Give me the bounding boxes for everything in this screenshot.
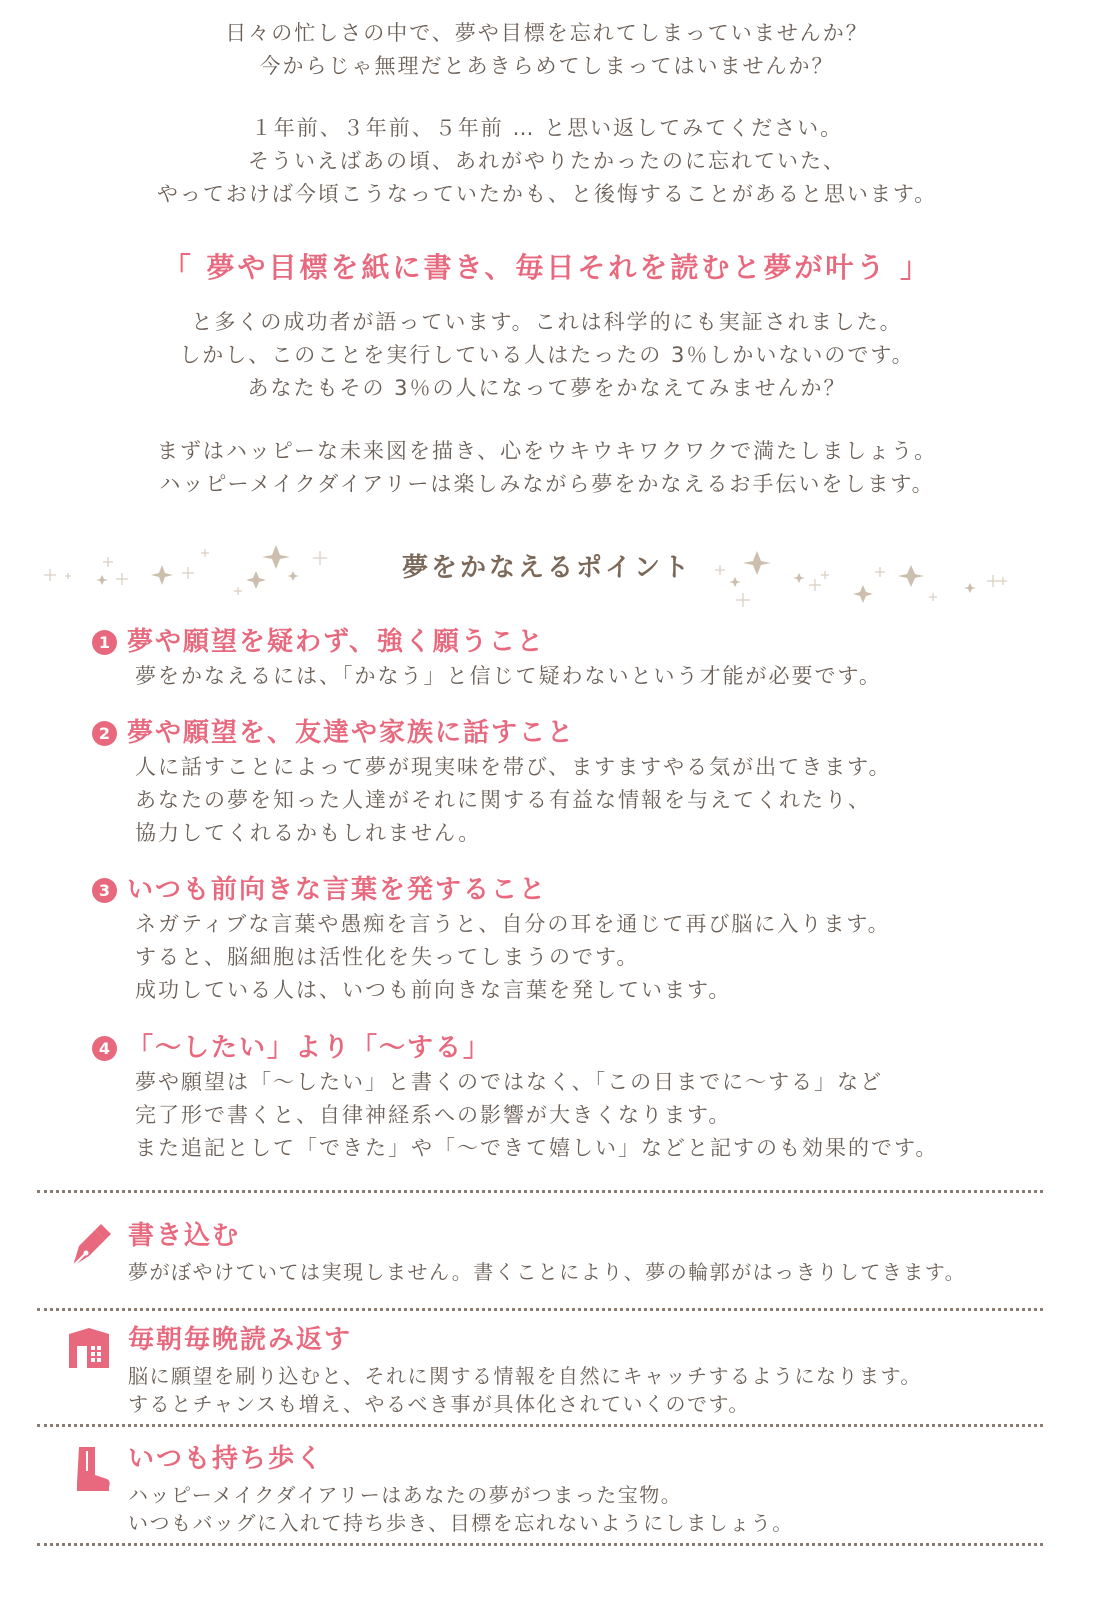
tip-line: 夢がぼやけていては実現しません。書くことにより、夢の輪郭がはっきりしてきます。 xyxy=(128,1260,967,1284)
boot-icon xyxy=(65,1445,113,1493)
points-heading: 夢をかなえるポイント xyxy=(401,553,692,583)
point-number-badge: 2 xyxy=(92,721,117,746)
point-title xyxy=(92,1030,992,1066)
point-body xyxy=(135,1066,992,1165)
point-number-badge: 1 xyxy=(92,630,117,655)
point-title xyxy=(92,715,992,751)
point-title-text: 夢や願望を疑わず、強く願うこと xyxy=(127,627,545,657)
point-line: 協力してくれるかもしれません。 xyxy=(135,821,482,845)
tip-line: 脳に願望を刷り込むと、それに関する情報を自然にキャッチするようになります。 xyxy=(128,1364,922,1388)
intro-line: しかし、このことを実行している人はたったの 3％しかいないのです。 xyxy=(179,343,915,367)
tip-body xyxy=(128,1362,922,1418)
point-line: 夢をかなえるには、「かなう」と信じて疑わないという才能が必要です。 xyxy=(135,664,882,688)
intro-line: 日々の忙しさの中で、夢や目標を忘れてしまっていませんか？ xyxy=(225,21,869,45)
intro-line: ハッピーメイクダイアリーは楽しみながら夢をかなえるお手伝いをします。 xyxy=(159,472,935,496)
tip-body xyxy=(128,1258,966,1286)
point-4 xyxy=(92,1030,992,1165)
highlight-quote: 「 夢や目標を紙に書き、毎日それを読むと夢が叶う 」 xyxy=(162,251,932,284)
point-number-badge: 4 xyxy=(92,1036,117,1061)
point-line: 人に話すことによって夢が現実味を帯び、ますますやる気が出てきます。 xyxy=(135,755,892,779)
point-1 xyxy=(92,624,992,693)
dotted-divider xyxy=(37,1190,1043,1193)
point-body xyxy=(135,908,992,1007)
dotted-divider xyxy=(37,1424,1043,1427)
dotted-divider xyxy=(37,1543,1043,1546)
intro-line: あなたもその 3％の人になって夢をかなえてみませんか？ xyxy=(247,376,847,400)
point-2 xyxy=(92,715,992,850)
house-icon xyxy=(65,1326,113,1374)
point-line: すると、脳細胞は活性化を失ってしまうのです。 xyxy=(135,945,640,969)
tip-title: いつも持ち歩く xyxy=(128,1444,325,1474)
tip-line: ハッピーメイクダイアリーはあなたの夢がつまった宝物。 xyxy=(128,1483,683,1507)
point-body xyxy=(135,751,992,850)
point-line: ネガティブな言葉や愚痴を言うと、自分の耳を通じて再び脳に入ります。 xyxy=(135,912,891,936)
dotted-divider xyxy=(37,1308,1043,1311)
tip-title: 毎朝毎晩読み返す xyxy=(128,1325,353,1355)
point-line: また追記として「できた」や「～できて嬉しい」などと記すのも効果的です。 xyxy=(135,1136,939,1160)
intro-line: そういえばあの頃、あれがやりたかったのに忘れていた、 xyxy=(248,149,846,173)
intro-paragraph-3 xyxy=(0,306,1094,405)
point-title-text: 「～したい」より「～する」 xyxy=(127,1033,492,1063)
intro-line: １年前、３年前、５年前 … と思い返してみてください。 xyxy=(250,116,844,140)
intro-line: やっておけば今頃こうなっていたかも、と後悔することがあると思います。 xyxy=(156,182,938,206)
point-title xyxy=(92,624,992,660)
point-title-text: 夢や願望を、友達や家族に話すこと xyxy=(127,718,576,748)
intro-line: 今からじゃ無理だとあきらめてしまってはいませんか？ xyxy=(259,54,835,78)
point-3 xyxy=(92,872,992,1007)
point-number-badge: 3 xyxy=(92,878,117,903)
intro-paragraph-1 xyxy=(0,17,1094,83)
intro-paragraph-4 xyxy=(0,435,1094,501)
point-line: 成功している人は、いつも前向きな言葉を発しています。 xyxy=(135,978,732,1002)
intro-paragraph-2 xyxy=(0,112,1094,211)
intro-line: と多くの成功者が語っています。これは科学的にも実証されました。 xyxy=(191,310,903,334)
point-line: 夢や願望は「～したい」と書くのではなく、「この日までに～する」など xyxy=(135,1070,884,1094)
intro-line: まずはハッピーな未来図を描き、心をウキウキワクワクで満たしましょう。 xyxy=(156,439,938,463)
pen-nib-icon xyxy=(65,1222,113,1270)
point-title xyxy=(92,872,992,908)
tip-line: するとチャンスも増え、やるべき事が具体化されていくのです。 xyxy=(128,1392,750,1416)
tip-body xyxy=(128,1481,794,1537)
point-body xyxy=(135,660,992,693)
tip-line: いつもバッグに入れて持ち歩き、目標を忘れないようにしましょう。 xyxy=(128,1511,794,1535)
point-line: あなたの夢を知った人達がそれに関する有益な情報を与えてくれたり、 xyxy=(135,788,871,812)
sparkle-stars-right-icon xyxy=(715,535,1015,615)
point-line: 完了形で書くと、自律神経系への影響が大きくなります。 xyxy=(135,1103,732,1127)
tip-title: 書き込む xyxy=(128,1221,241,1251)
point-title-text: いつも前向きな言葉を発すること xyxy=(127,875,548,905)
